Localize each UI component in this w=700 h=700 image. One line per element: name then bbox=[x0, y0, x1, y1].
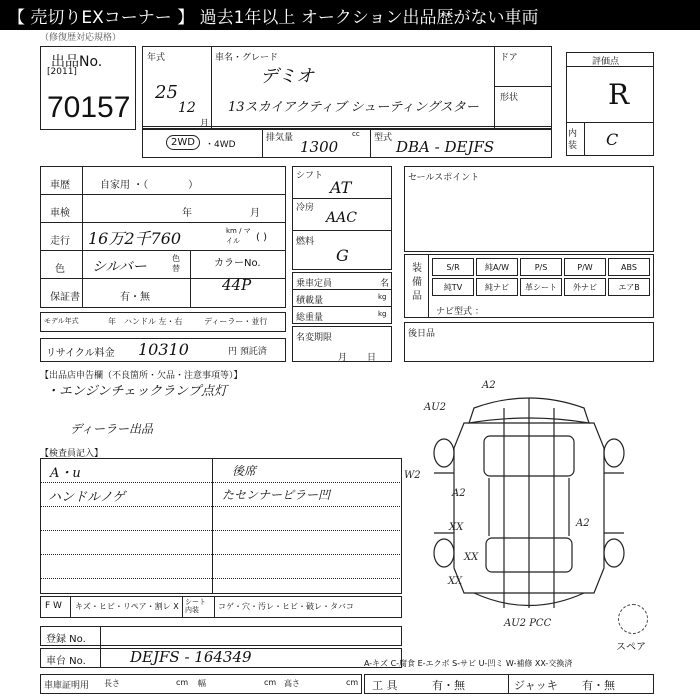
capacity-label: 乗車定員 bbox=[296, 279, 333, 289]
grade-value: 13スカイアクティブ シューティングスター bbox=[228, 100, 479, 115]
grade-label: 評価点 bbox=[592, 57, 620, 67]
mileage-value: 16万2千760 bbox=[88, 229, 182, 248]
displacement-label: 排気量 bbox=[266, 133, 294, 143]
drive-2wd: 2WD bbox=[166, 135, 200, 150]
chassis-value: DEJFS - 164349 bbox=[130, 648, 252, 666]
diagram-mark-xx-bottom: XX bbox=[448, 576, 463, 587]
jack-label: ジャッキ bbox=[514, 679, 558, 692]
notes-line2: ディーラー出品 bbox=[70, 422, 154, 436]
door-label: ドア bbox=[500, 53, 518, 63]
ac-label: 冷房 bbox=[296, 203, 315, 213]
diagram-mark-a2-left: A2 bbox=[452, 488, 466, 499]
spare-label: スペア bbox=[616, 642, 646, 653]
diagram-mark-xx-mid: XX bbox=[464, 552, 479, 563]
notes-line1: ・エンジンチェックランプ点灯 bbox=[46, 384, 227, 399]
inspector-box bbox=[40, 458, 402, 594]
year-value: 25 bbox=[155, 82, 178, 103]
recycle-unit: 円 預託済 bbox=[228, 347, 267, 357]
fuel-value: G bbox=[336, 246, 349, 265]
cc-unit: cc bbox=[352, 130, 360, 138]
equipment-label: 装備品 bbox=[412, 263, 422, 302]
seat-label: シート 内装 bbox=[185, 598, 206, 614]
model-year-unit: 年 bbox=[108, 317, 116, 326]
month-unit: 月 bbox=[200, 119, 210, 129]
shift-label: シフト bbox=[296, 171, 324, 181]
equipment-item: P/S bbox=[520, 258, 562, 276]
model-year-label: モデル年式 bbox=[44, 317, 79, 325]
equipment-item: S/R bbox=[432, 258, 474, 276]
inspection-year-unit: 年 bbox=[182, 208, 192, 219]
reg-row bbox=[40, 626, 402, 646]
lot-box bbox=[40, 46, 136, 130]
diagram-mark-w2: W2 bbox=[404, 470, 421, 481]
navi-label: ナビ型式 ： bbox=[436, 307, 484, 317]
sales-label: セールスポイント bbox=[408, 173, 480, 183]
diagram-mark-au2-bottom: AU2 PCC bbox=[504, 618, 552, 628]
inspector-left2: ハンドルノゲ bbox=[48, 490, 126, 505]
displacement-value: 1300 bbox=[300, 138, 339, 156]
model-value: DBA - DEJFS bbox=[396, 138, 495, 156]
recycle-label: リサイクル料金 bbox=[46, 348, 115, 359]
cancel-unit: 月日 bbox=[338, 353, 397, 363]
inspector-right2: たセンナーピラー凹 bbox=[222, 488, 331, 502]
equipment-item: 純TV bbox=[432, 278, 474, 296]
name-label: 車名・グレード bbox=[215, 53, 279, 63]
equipment-item: 革シート bbox=[520, 278, 562, 296]
sub-note: （修復歴対応規格） bbox=[40, 33, 122, 43]
recycle-value: 10310 bbox=[138, 340, 189, 359]
mileage-unit: km / マイル bbox=[226, 227, 251, 245]
color-label: 色 bbox=[55, 264, 65, 275]
warranty-label: 保証書 bbox=[50, 292, 80, 303]
cert-label: 車庫証明用 bbox=[44, 681, 90, 691]
reg-no-label: 登録 No. bbox=[46, 634, 86, 645]
shift-value: AT bbox=[330, 178, 352, 197]
load-label: 積載量 bbox=[296, 296, 324, 306]
shape-label: 形状 bbox=[500, 93, 519, 103]
dealer-label: ディーラー・並行 bbox=[204, 317, 268, 326]
fw-label: F W bbox=[45, 601, 62, 611]
weight-label: 総重量 bbox=[296, 313, 324, 323]
year-label: 年式 bbox=[147, 53, 166, 63]
inspection-month-unit: 月 bbox=[250, 208, 260, 219]
after-label: 後日品 bbox=[408, 329, 436, 339]
tool-value: 有・無 bbox=[432, 679, 465, 692]
height-unit: cm bbox=[346, 678, 359, 687]
month-value: 12 bbox=[178, 100, 196, 116]
lot-year-tag: [2011] bbox=[47, 67, 77, 77]
inspector-right1: 後席 bbox=[232, 464, 257, 478]
seat-value: コゲ・穴・汚レ・ヒビ・破レ・タバコ bbox=[218, 602, 354, 611]
color-value: シルバー bbox=[92, 259, 147, 275]
interior-label: 内装 bbox=[568, 129, 578, 151]
model-label: 型式 bbox=[374, 133, 393, 143]
lot-label: 出品No. bbox=[51, 54, 103, 70]
cancel-label: 名変期限 bbox=[296, 333, 333, 343]
len-label: 長さ bbox=[104, 679, 120, 688]
color-change-label: 色替 bbox=[172, 254, 180, 273]
auction-sheet-header: 【 売切りEXコーナー 】 過去1年以上 オークション出品歴がない車両 bbox=[0, 0, 700, 30]
chassis-label: 車台 No. bbox=[46, 656, 86, 667]
grade-value: R bbox=[608, 78, 630, 111]
weight-unit: kg bbox=[378, 310, 387, 318]
width-unit: cm bbox=[264, 678, 277, 687]
height-label: 高さ bbox=[284, 679, 300, 688]
capacity-unit: 名 bbox=[380, 279, 390, 289]
inspector-label: 【検査員記入】 bbox=[40, 449, 104, 459]
diagram-mark-a2-top: A2 bbox=[482, 380, 496, 391]
tool-label: 工 具 bbox=[372, 679, 398, 692]
car-diagram bbox=[404, 378, 654, 628]
inspector-left1: A・u bbox=[50, 466, 81, 481]
drive-4wd: ・4WD bbox=[205, 140, 236, 150]
len-unit: cm bbox=[176, 678, 189, 687]
handle-label: ハンドル 左・右 bbox=[124, 317, 183, 326]
colorno-value: 44P bbox=[222, 276, 252, 294]
diagram-mark-au2: AU2 bbox=[424, 402, 447, 413]
notes-label: 【出品店申告欄（不良箇所・欠品・注意事項等）】 bbox=[40, 371, 243, 381]
name-value: デミオ bbox=[260, 66, 314, 87]
reg-value: 自家用 ・（ ） bbox=[100, 180, 199, 191]
equipment-item: 外ナビ bbox=[564, 278, 606, 296]
mileage-suffix: ( ) bbox=[256, 232, 267, 243]
fuel-label: 燃料 bbox=[296, 237, 315, 247]
interior-value: C bbox=[606, 130, 619, 149]
ac-value: AAC bbox=[326, 210, 357, 226]
width-label: 幅 bbox=[198, 679, 206, 688]
mileage-label: 走行 bbox=[50, 236, 70, 247]
fw-value: キズ・ヒビ・リペア・割レ X bbox=[75, 602, 179, 611]
equipment-item: 純ナビ bbox=[476, 278, 518, 296]
equipment-item: エアB bbox=[608, 278, 650, 296]
colorno-label: カラーNo. bbox=[214, 258, 261, 269]
after-box bbox=[404, 322, 654, 362]
lot-number: 70157 bbox=[47, 91, 131, 124]
inspection-label: 車検 bbox=[50, 208, 70, 219]
damage-legend: A-キズ C-腐食 E-エクボ S-サビ U-凹ミ W-補修 XX-交換済 bbox=[364, 659, 573, 668]
load-unit: kg bbox=[378, 293, 387, 301]
jack-value: 有・無 bbox=[582, 679, 615, 692]
equipment-item: 純A/W bbox=[476, 258, 518, 276]
warranty-value: 有・無 bbox=[120, 292, 150, 303]
diagram-mark-xx-left: XX bbox=[449, 522, 464, 533]
equipment-item: ABS bbox=[608, 258, 650, 276]
diagram-mark-a2-right: A2 bbox=[576, 518, 590, 529]
equipment-item: P/W bbox=[564, 258, 606, 276]
reg-label: 車歴 bbox=[50, 180, 70, 191]
